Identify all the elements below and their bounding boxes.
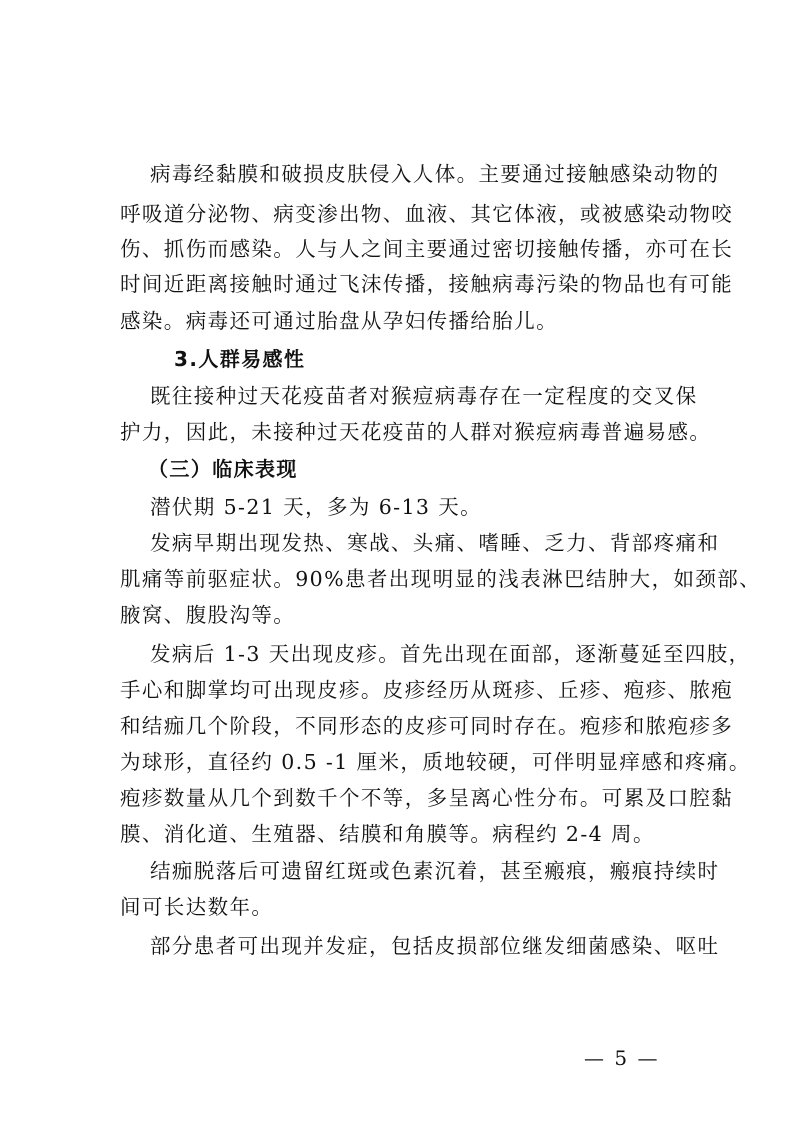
text-line: 部分患者可出现并发症，包括皮损部位继发细菌感染、呕吐	[150, 934, 720, 958]
section-heading: （三）临床表现	[148, 457, 298, 481]
text-line: 发病早期出现发热、寒战、头痛、嗜睡、乏力、背部疼痛和	[150, 531, 720, 555]
text-line: 为球形，直径约 0.5 -1 厘米，质地较硬，可伴明显痒感和疼痛。	[120, 750, 751, 774]
text-line: 伤、抓伤而感染。人与人之间主要通过密切接触传播，亦可在长	[120, 237, 734, 261]
text-line: 发病后 1-3 天出现皮疹。首先出现在面部，逐渐蔓延至四肢，	[150, 642, 751, 666]
text-line: 手心和脚掌均可出现皮疹。皮疹经历从斑疹、丘疹、疱疹、脓疱	[120, 678, 734, 702]
text-line: 和结痂几个阶段，不同形态的皮疹可同时存在。疱疹和脓疱疹多	[120, 714, 734, 738]
section-heading: 3.人群易感性	[174, 347, 306, 371]
text-line: 间可长达数年。	[120, 895, 274, 919]
text-line: 腋窝、腹股沟等。	[120, 603, 296, 627]
text-line: 感染。病毒还可通过胎盘从孕妇传播给胎儿。	[120, 309, 558, 333]
text-line: 潜伏期 5-21 天，多为 6-13 天。	[150, 495, 483, 519]
text-line: 护力，因此，未接种过天花疫苗的人群对猴痘病毒普遍易感。	[120, 420, 712, 444]
text-line: 既往接种过天花疫苗者对猴痘病毒存在一定程度的交叉保	[150, 384, 698, 408]
text-line: 结痂脱落后可遗留红斑或色素沉着，甚至瘢痕，瘢痕持续时	[150, 859, 720, 883]
text-line: 肌痛等前驱症状。90%患者出现明显的浅表淋巴结肿大，如颈部、	[120, 567, 762, 591]
text-line: 疱疹数量从几个到数千个不等，多呈离心性分布。可累及口腔黏	[120, 786, 734, 810]
text-line: 病毒经黏膜和破损皮肤侵入人体。主要通过接触感染动物的	[150, 162, 720, 186]
text-line: 膜、消化道、生殖器、结膜和角膜等。病程约 2-4 周。	[120, 822, 655, 846]
text-line: 呼吸道分泌物、病变渗出物、血液、其它体液，或被感染动物咬	[120, 202, 734, 226]
text-line: 时间近距离接触时通过飞沫传播，接触病毒污染的物品也有可能	[120, 272, 734, 296]
page-number: — 5 —	[584, 1046, 660, 1070]
